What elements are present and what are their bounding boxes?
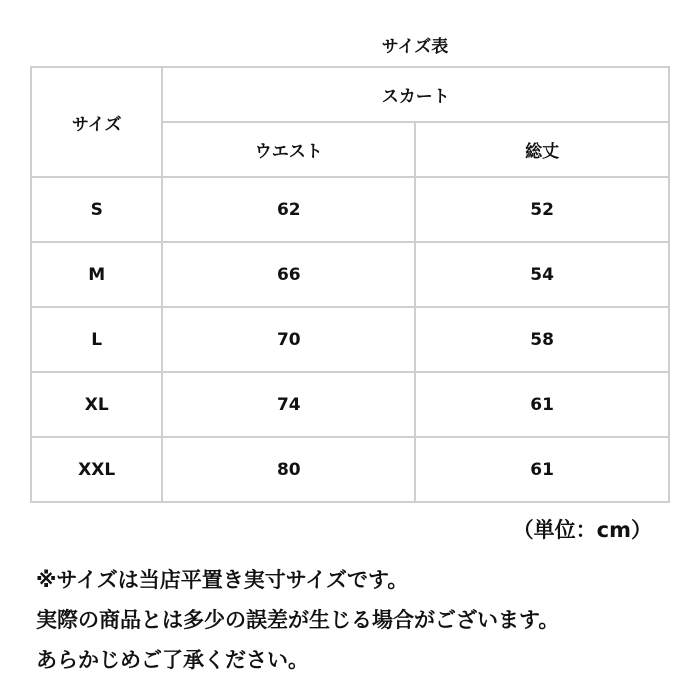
waist-cell: 80: [162, 437, 415, 502]
table-row: [31, 242, 669, 307]
waist-header-cell: ウエスト: [162, 122, 415, 177]
waist-cell: 70: [162, 307, 415, 372]
note-line: 実際の商品とは多少の誤差が生じる場合がございます。: [36, 608, 560, 632]
waist-cell: 74: [162, 372, 415, 437]
page-title: サイズ表: [381, 37, 449, 57]
table-row: [31, 372, 669, 437]
note-line: ※サイズは当店平置き実寸サイズです。: [36, 568, 409, 592]
table-row: [31, 437, 669, 502]
waist-cell: 62: [162, 177, 415, 242]
length-cell: 61: [415, 437, 669, 502]
table-row: [31, 307, 669, 372]
size-table: [30, 66, 670, 503]
size-cell: M: [31, 242, 162, 307]
size-header-cell: サイズ: [31, 67, 162, 177]
size-cell: XXL: [31, 437, 162, 502]
length-cell: 52: [415, 177, 669, 242]
note-line: あらかじめご了承ください。: [36, 648, 309, 672]
length-cell: 58: [415, 307, 669, 372]
length-cell: 54: [415, 242, 669, 307]
waist-cell: 66: [162, 242, 415, 307]
size-cell: S: [31, 177, 162, 242]
notes: [36, 560, 676, 680]
unit-label: （単位：cm）: [512, 518, 652, 542]
size-cell: L: [31, 307, 162, 372]
header-row: [31, 67, 669, 122]
length-cell: 61: [415, 372, 669, 437]
size-cell: XL: [31, 372, 162, 437]
length-header-cell: 総丈: [415, 122, 669, 177]
table-row: [31, 177, 669, 242]
skirt-header-cell: スカート: [162, 67, 669, 122]
